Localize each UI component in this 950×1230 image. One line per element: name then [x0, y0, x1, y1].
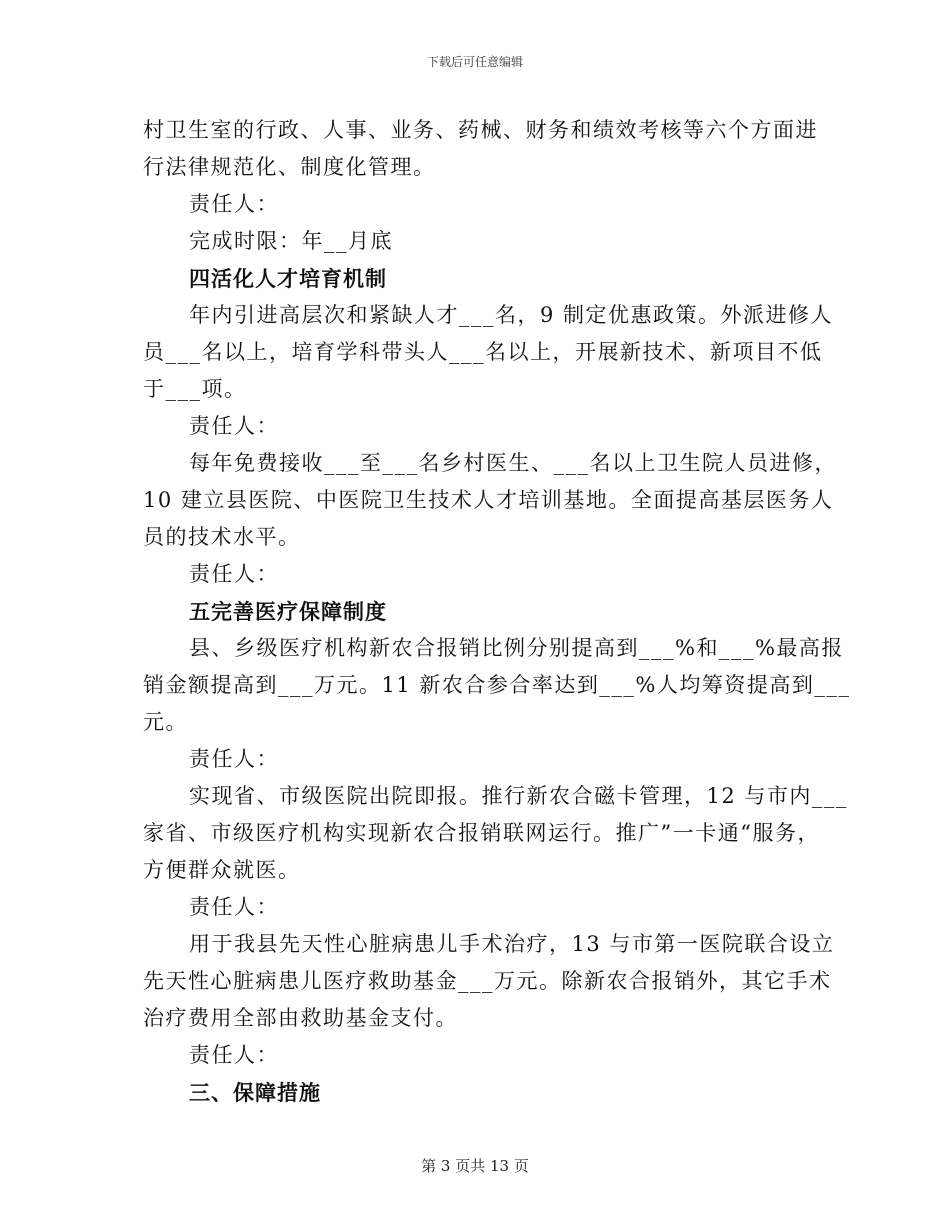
paragraph-line: 县、乡级医疗机构新农合报销比例分别提高到___%和___%最高报: [189, 636, 844, 660]
document-body: [143, 112, 851, 1111]
paragraph-line: 行法律规范化、制度化管理。: [143, 155, 436, 179]
responsible-person-line: 责任人：: [189, 562, 279, 586]
paragraph-line: 家省、市级医疗机构实现新农合报销联网运行。推广”一卡通“服务，: [143, 821, 820, 845]
paragraph-line: 治疗费用全部由救助基金支付。: [143, 1006, 458, 1030]
section-heading: 三、保障措施: [189, 1080, 321, 1105]
page-footer: 第 3 页共 13 页: [421, 1157, 529, 1175]
paragraph-line: 10 建立县医院、中医院卫生技术人才培训基地。全面提高基层医务人: [143, 488, 834, 512]
deadline-line: 完成时限：年__月底: [189, 229, 393, 253]
paragraph-line: 方便群众就医。: [143, 858, 301, 882]
section-heading: 五完善医疗保障制度: [189, 599, 387, 624]
page-header: 下载后可任意编辑: [426, 55, 523, 69]
paragraph-line: 用于我县先天性心脏病患儿手术治疗，13 与市第一医院联合设立: [189, 932, 835, 956]
paragraph-line: 村卫生室的行政、人事、业务、药械、财务和绩效考核等六个方面进: [143, 118, 818, 142]
responsible-person-line: 责任人：: [189, 895, 279, 919]
paragraph-line: 每年免费接收___至___名乡村医生、___名以上卫生院人员进修，: [189, 451, 837, 475]
responsible-person-line: 责任人：: [189, 1043, 279, 1067]
paragraph-line: 元。: [143, 710, 188, 734]
paragraph-line: 于___项。: [143, 377, 247, 401]
paragraph-line: 先天性心脏病患儿医疗救助基金___万元。除新农合报销外，其它手术: [143, 969, 832, 993]
section-heading: 四活化人才培育机制: [189, 266, 387, 291]
paragraph-line: 员的技术水平。: [143, 525, 301, 549]
paragraph-line: 年内引进高层次和紧缺人才___名，9 制定优惠政策。外派进修人: [189, 303, 834, 327]
responsible-person-line: 责任人：: [189, 747, 279, 771]
paragraph-line: 销金额提高到___万元。11 新农合参合率达到___%人均筹资提高到___: [143, 673, 851, 697]
paragraph-line: 员___名以上，培育学科带头人___名以上，开展新技术、新项目不低: [143, 340, 823, 364]
paragraph-line: 实现省、市级医院出院即报。推行新农合磁卡管理，12 与市内___: [189, 784, 848, 808]
responsible-person-line: 责任人：: [189, 414, 279, 438]
responsible-person-line: 责任人：: [189, 192, 279, 216]
